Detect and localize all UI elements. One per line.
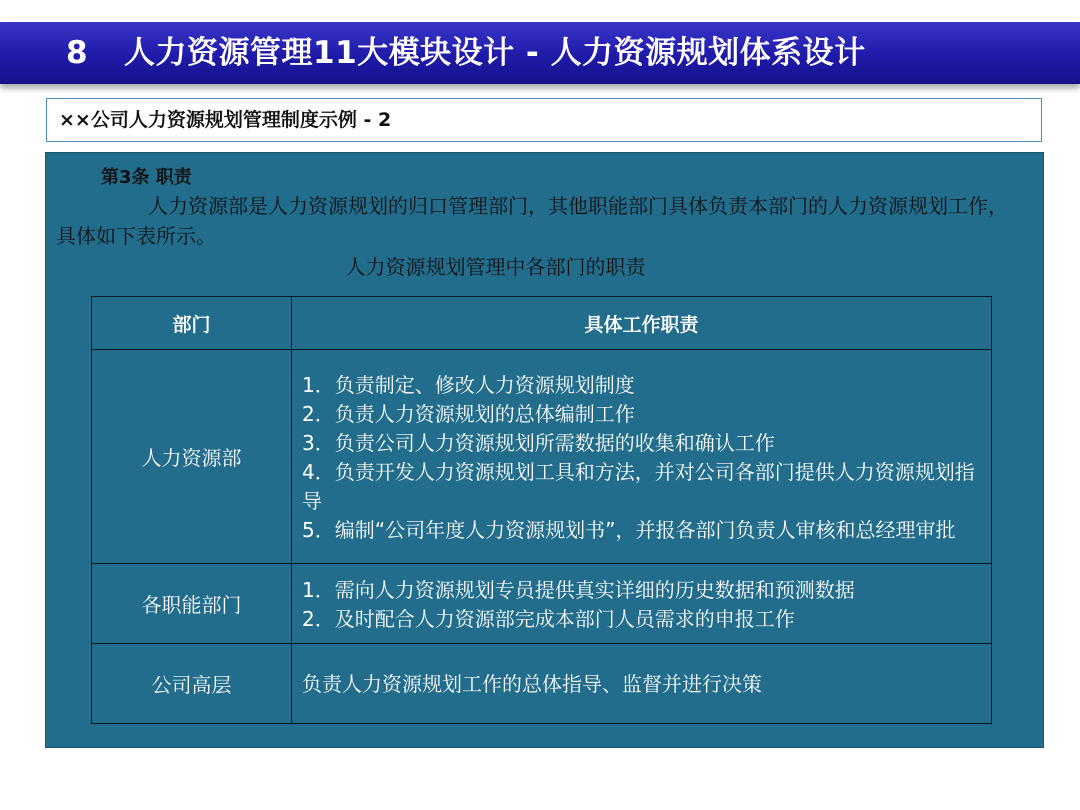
main-panel <box>45 152 1044 748</box>
duty-item: 2．负责人力资源规划的总体编制工作 <box>302 401 635 426</box>
header-duties: 具体工作职责 <box>292 297 992 350</box>
duty-item: 1．负责制定、修改人力资源规划制度 <box>302 372 635 397</box>
department-cell: 公司高层 <box>92 644 292 724</box>
subtitle: ××公司人力资源规划管理制度示例 - 2 <box>59 109 392 131</box>
duty-item: 2．及时配合人力资源部完成本部门人员需求的申报工作 <box>302 606 795 631</box>
duties-cell <box>292 644 992 724</box>
subtitle-box <box>46 98 1042 142</box>
title-bar <box>0 22 1080 84</box>
duties-cell <box>292 350 992 564</box>
duties-cell <box>292 564 992 644</box>
title-text: 人力资源管理11大模块设计 - 人力资源规划体系设计 <box>124 35 866 71</box>
duty-item: 4．负责开发人力资源规划工具和方法，并对公司各部门提供人力资源规划指导 <box>302 459 975 513</box>
duties-table <box>91 296 992 724</box>
department-cell: 各职能部门 <box>92 564 292 644</box>
article-heading: 第3条 职责 <box>101 167 192 188</box>
table-caption: 人力资源规划管理中各部门的职责 <box>345 255 646 279</box>
duty-item: 5．编制“公司年度人力资源规划书”，并报各部门负责人审核和总经理审批 <box>302 517 956 542</box>
table-header-row <box>92 297 992 350</box>
duty-item: 负责人力资源规划工作的总体指导、监督并进行决策 <box>302 672 762 696</box>
duty-item: 1．需向人力资源规划专员提供真实详细的历史数据和预测数据 <box>302 577 855 602</box>
department-cell: 人力资源部 <box>92 350 292 564</box>
table-row <box>92 350 992 564</box>
table-row <box>92 564 992 644</box>
title-number: 8 <box>66 35 89 71</box>
article-body: 人力资源部是人力资源规划的归口管理部门，其他职能部门具体负责本部门的人力资源规划工作，具体如下表所示。 <box>56 194 1008 248</box>
duty-item: 3．负责公司人力资源规划所需数据的收集和确认工作 <box>302 430 775 455</box>
header-department: 部门 <box>92 297 292 350</box>
page-title <box>66 22 866 84</box>
table-row <box>92 644 992 724</box>
